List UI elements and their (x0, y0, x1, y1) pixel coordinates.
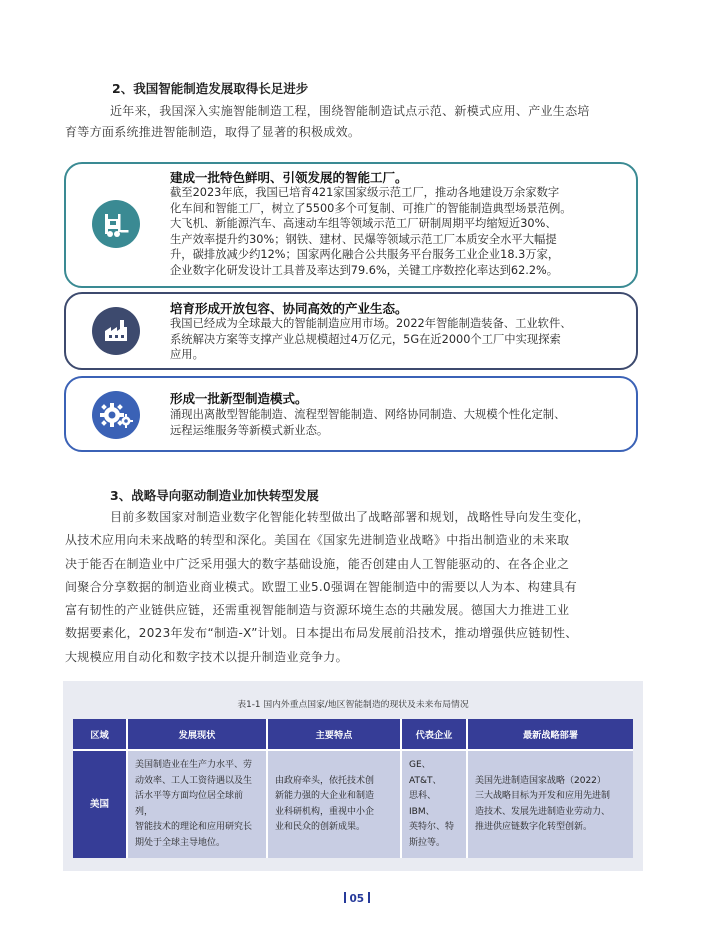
cell-line: 美国先进制造国家战略（2022） (475, 775, 606, 786)
cell-line: 思科、IBM、 (409, 791, 437, 817)
cell-line: 业科研机构，重视中小企 (275, 806, 375, 817)
card-line: 企业数字化研发设计工具普及率达到79.6%，关键工序数控化率达到62.2%。 (170, 263, 559, 277)
cell-line: 业和民众的创新成果。 (275, 822, 366, 832)
factory-icon (92, 307, 140, 355)
card-line: 应用。 (170, 348, 204, 362)
section-heading-3: 3、战略导向驱动制造业加快转型发展 (110, 488, 319, 503)
card-line: 远程运维服务等新模式新业态。 (170, 423, 329, 437)
cell-line: 造技术、发展先进制造业劳动力、 (475, 806, 611, 817)
comparison-table (73, 719, 633, 858)
section-heading-2: 2、我国智能制造发展取得长足进步 (112, 81, 309, 96)
table-header: 主要特点 (267, 719, 401, 750)
table-row (73, 750, 633, 858)
cell-line: 新能力强的大企业和制造 (275, 791, 375, 801)
section3-paragraph (65, 506, 590, 669)
para-line: 富有韧性的产业链供应链，还需重视智能制造与资源环境生态的共融发展。德国大力推进工业 (65, 603, 570, 618)
card-title: 培育形成开放包容、协同高效的产业生态。 (170, 301, 408, 316)
table-panel (63, 681, 643, 871)
section2-paragraph (65, 101, 590, 143)
table-cell-status (127, 750, 267, 858)
card-line: 我国已经成为全球最大的智能制造应用市场。2022年智能制造装备、工业软件、 (170, 317, 572, 330)
card-line: 生产效率提升约30%；钢铁、建材、民爆等领域示范工厂本质安全水平大幅提 (170, 232, 557, 246)
cell-line: 期处于全球主导地位。 (135, 837, 226, 848)
page-number-text: 05 (349, 893, 365, 905)
card-line: 大飞机、新能源汽车、高速动车组等领域示范工厂研制周期平均缩短近30%、 (170, 217, 557, 231)
para-line: 大规模应用自动化和数字技术以提升制造业竞争力。 (65, 649, 348, 664)
card-line: 化车间和智能工厂，树立了5500多个可复制、可推广的智能制造典型场景范例。 (170, 201, 572, 215)
cell-line: 英特尔、特 (409, 822, 455, 832)
cell-line: GE、AT&T、 (409, 760, 442, 786)
card-line: 截至2023年底，我国已培育421家国家级示范工厂，推动各地建设万余家数字 (170, 186, 560, 199)
card-smart-factory (64, 162, 638, 288)
divider (368, 892, 370, 903)
forklift-icon (92, 200, 140, 248)
cell-line: 斯拉等。 (409, 837, 446, 848)
table-header-row (73, 719, 633, 750)
card-line: 涌现出离散型智能制造、流程型智能制造、网络协同制造、大规模个性化定制、 (170, 408, 566, 421)
para-line: 决于能否在制造业中广泛采用强大的数字基础设施，能否创建由人工智能驱动的、在各企业之 (65, 556, 570, 571)
card-title: 形成一批新型制造模式。 (170, 391, 308, 406)
table-header: 代表企业 (401, 719, 467, 750)
para-line: 目前多数国家对制造业数字化智能化转型做出了战略部署和规划，战略性导向发生变化， (110, 510, 590, 524)
table-header: 发展现状 (127, 719, 267, 750)
cell-line: 三大战略目标为开发和应用先进制 (475, 791, 611, 801)
cell-line: 智能技术的理论和应用研究长 (135, 822, 253, 832)
card-body (170, 407, 646, 438)
table-cell-region: 美国 (73, 750, 127, 858)
cell-line: 由政府牵头，依托技术创 (275, 775, 375, 786)
card-new-models (64, 376, 638, 452)
card-title: 建成一批特色鲜明、引领发展的智能工厂。 (170, 170, 408, 185)
gears-icon (92, 391, 140, 439)
cell-line: 动效率、工人工资待遇以及生 (135, 775, 253, 786)
table-cell-companies (401, 750, 467, 858)
table-header: 区域 (73, 719, 127, 750)
para-line: 间聚合分享数据的制造业商业模式。欧盟工业5.0强调在智能制造中的需要以人为本、构建具有 (65, 579, 577, 594)
cell-line: 活水平等方面均位居全球前列， (135, 791, 244, 817)
table-cell-features (267, 750, 401, 858)
card-body (170, 185, 646, 279)
table-cell-strategy (467, 750, 633, 858)
card-industry-ecosystem (64, 292, 638, 370)
page-number (340, 892, 374, 905)
table-title: 表1-1 国内外重点国家/地区智能制造的现状及未来布局情况 (237, 700, 469, 710)
cell-line: 美国制造业在生产力水平、劳 (135, 760, 253, 770)
card-line: 升，碳排放减少约12%；国家两化融合公共服务平台服务工业企业18.3万家， (170, 248, 560, 262)
para-line: 育等方面系统推进智能制造，取得了显著的积极成效。 (65, 125, 361, 139)
para-line: 数据要素化，2023年发布“制造-X”计划。日本提出布局发展前沿技术，推动增强供应链韧性、 (65, 626, 578, 641)
divider (344, 892, 346, 903)
cell-line: 推进供应链数字化转型创新。 (475, 822, 593, 832)
card-line: 系统解决方案等支撑产业总规模超过4万亿元，5G在近2000个工厂中实现探索 (170, 332, 561, 346)
para-line: 从技术应用向未来战略的转型和深化。美国在《国家先进制造业战略》中指出制造业的未来取 (65, 533, 570, 548)
table-header: 最新战略部署 (467, 719, 633, 750)
card-body (170, 316, 646, 363)
para-line: 近年来，我国深入实施智能制造工程，围绕智能制造试点示范、新模式应用、产业生态培 (110, 104, 590, 118)
